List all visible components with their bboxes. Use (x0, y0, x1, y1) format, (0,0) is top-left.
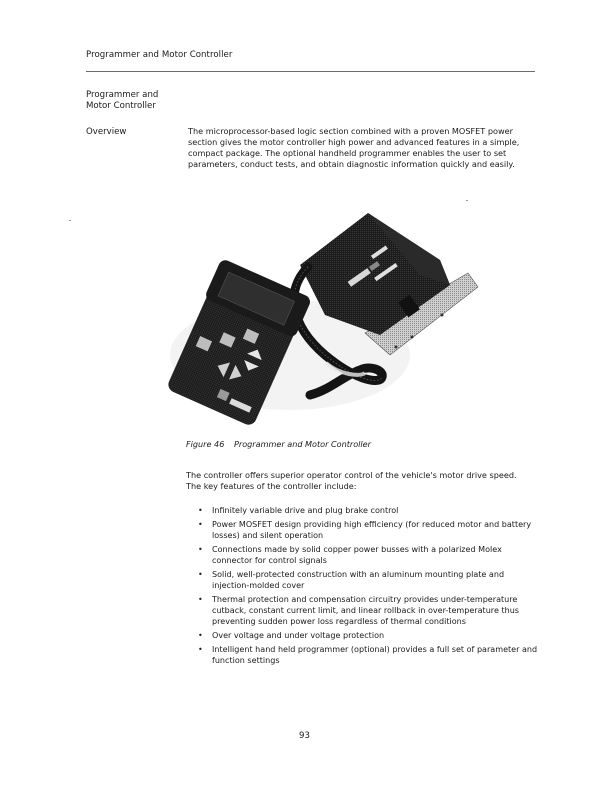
figure-photo (150, 205, 495, 425)
bullet-icon: • (198, 506, 203, 515)
scan-speck (466, 200, 468, 201)
section-label-line1: Programmer and (86, 90, 159, 100)
figure-caption-text: Programmer and Motor Controller (234, 439, 371, 449)
list-item (198, 519, 538, 541)
list-item-text: Intelligent hand held programmer (optional) provides a full set of parameter and function settings (212, 645, 538, 665)
bullet-icon: • (198, 595, 203, 604)
bullet-icon: • (198, 631, 203, 640)
list-item-text: Connections made by solid copper power busses with a polarized Molex connector for control signals (212, 545, 502, 565)
section-label (86, 90, 186, 112)
bullet-icon: • (198, 520, 203, 529)
bullet-icon: • (198, 545, 203, 554)
list-item (198, 644, 538, 666)
list-item-text: Power MOSFET design providing high efficiency (for reduced motor and battery losses) and silent operation (212, 520, 532, 540)
figure-caption (186, 439, 371, 449)
list-item (198, 505, 538, 516)
list-item-text: Over voltage and under voltage protection (212, 631, 385, 640)
figure-number: Figure 46 (186, 439, 225, 449)
list-item (198, 544, 538, 566)
list-item (198, 594, 538, 627)
intro-paragraph: The controller offers superior operator control of the vehicle's motor drive speed. The key features of the controller include: (186, 470, 517, 491)
list-item-text: Solid, well-protected construction with an aluminum mounting plate and injection-molded cover (212, 570, 505, 590)
list-item (198, 569, 538, 591)
overview-paragraph: The microprocessor-based logic section combined with a proven MOSFET power section gives the motor controller high power and advanced features in a simple, compact package. The optional handheld programmer enables the user to set parameters, conduct tests, and obtain diagnostic information quickly and easily. (188, 126, 520, 169)
scan-speck (69, 220, 71, 221)
header-rule (86, 71, 535, 72)
subsection-label: Overview (86, 127, 127, 137)
section-label-line2: Motor Controller (86, 101, 156, 111)
list-item-text: Thermal protection and compensation circuitry provides under-temperature cutback, constant current limit, and linear rollback in over-temperature thus preventing sudden power loss regardless of thermal conditions (212, 595, 519, 626)
features-list (198, 505, 538, 669)
bullet-icon: • (198, 570, 203, 579)
list-item-text: Infinitely variable drive and plug brake control (212, 506, 399, 515)
page-number: 93 (299, 731, 310, 741)
running-header: Programmer and Motor Controller (86, 50, 233, 60)
programmer-and-controller-illustration (150, 205, 495, 425)
bullet-icon: • (198, 645, 203, 654)
list-item (198, 630, 538, 641)
